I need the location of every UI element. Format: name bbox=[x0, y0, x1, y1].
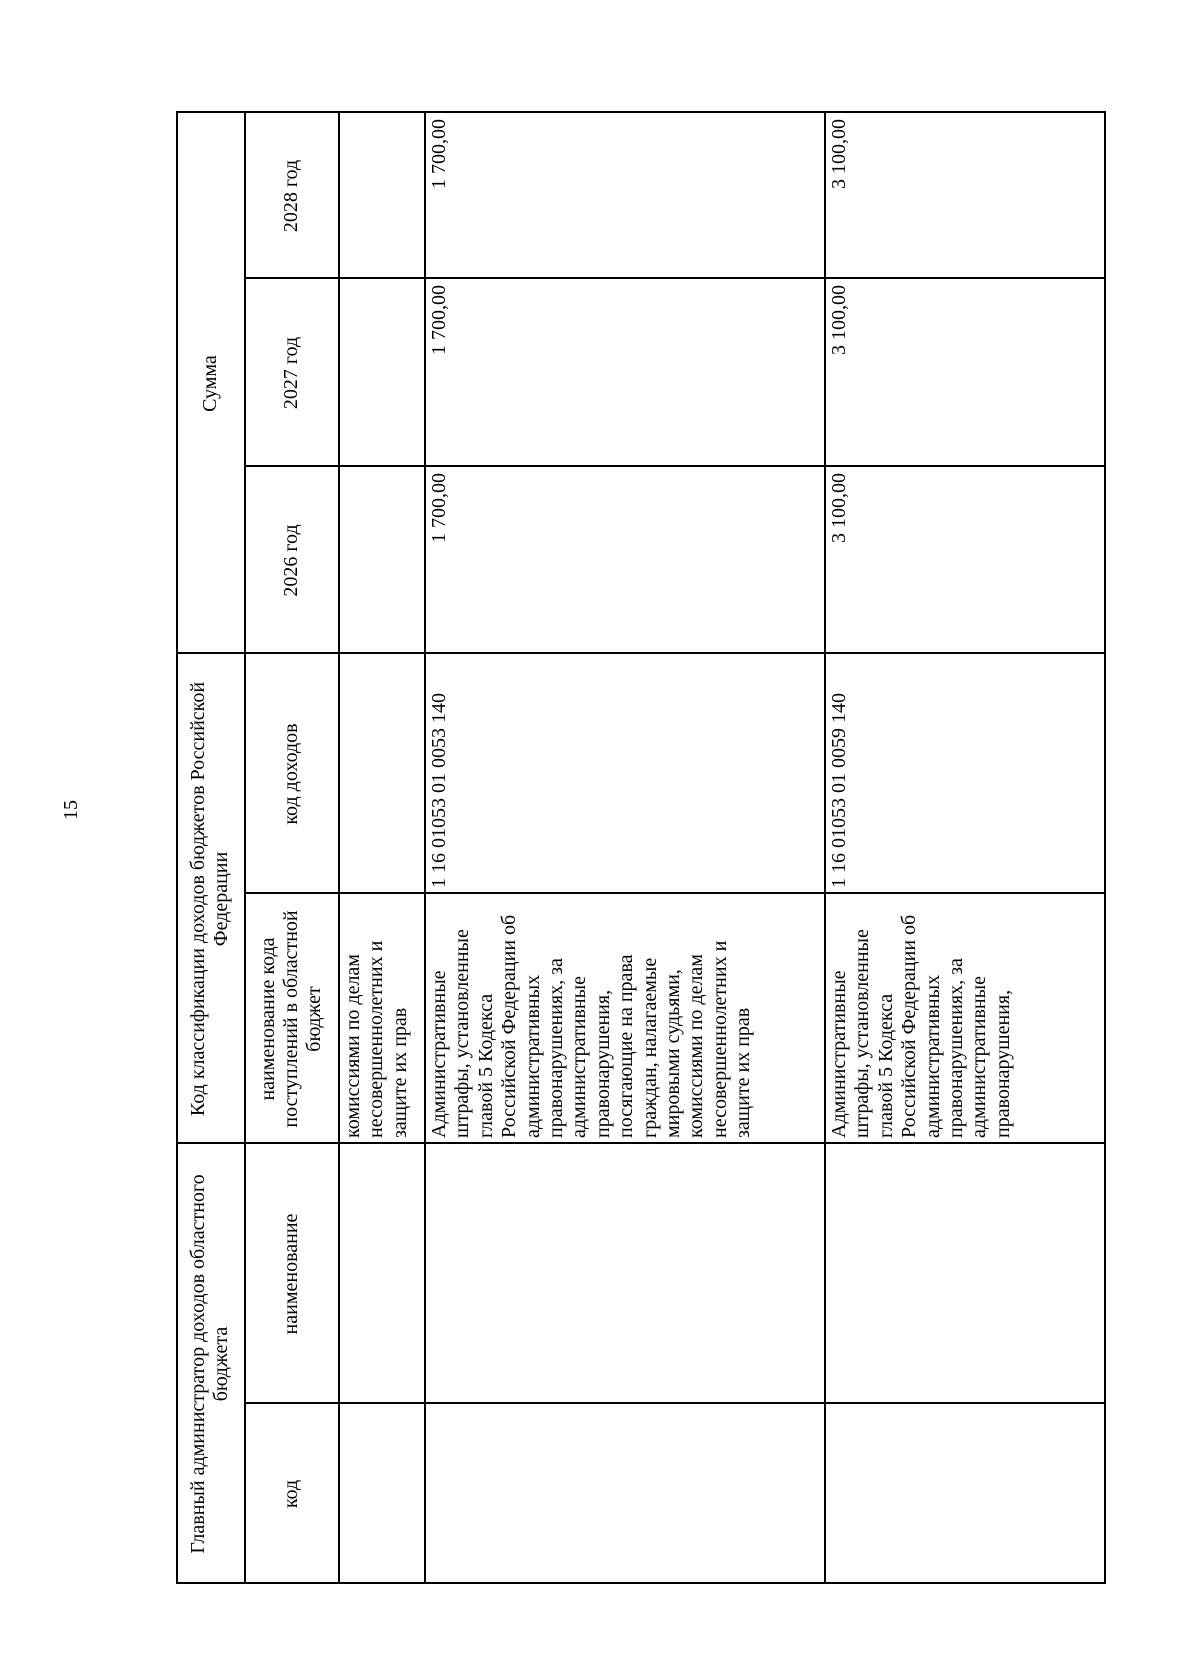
table-cell-sum-2028: 1 700,00 bbox=[428, 119, 450, 189]
header-admin-name: наименование bbox=[279, 1213, 302, 1335]
table-cell-sum-2028: 3 100,00 bbox=[828, 119, 850, 189]
column-divider bbox=[244, 1403, 1106, 1405]
table-cell-income-code: 1 16 01053 01 0053 140 bbox=[428, 693, 450, 888]
column-divider bbox=[244, 466, 1106, 468]
header-sum-group: Сумма bbox=[198, 355, 221, 412]
table-cell-sum-2026: 3 100,00 bbox=[828, 473, 850, 543]
table-cell-sum-2027: 1 700,00 bbox=[428, 285, 450, 355]
header-income-name: наименование кода поступлений в областной бюджет bbox=[256, 910, 325, 1128]
table-cell-income-code: 1 16 01053 01 0059 140 bbox=[828, 693, 850, 888]
page-number: 15 bbox=[60, 800, 82, 820]
header-admin-code: код bbox=[279, 1479, 302, 1509]
header-classification-group: Код классификации доходов бюджетов Российской Федерации bbox=[187, 681, 232, 1117]
header-year-2028: 2028 год bbox=[279, 159, 302, 233]
table-cell-sum-2026: 1 700,00 bbox=[428, 473, 450, 543]
table-cell-sum-2027: 3 100,00 bbox=[828, 285, 850, 355]
header-income-code: код доходов bbox=[279, 723, 302, 825]
header-admin-group: Главный администратор доходов областного бюджета bbox=[187, 1174, 232, 1554]
table-cell-income-name: Административные штрафы, установленные главой 5 Кодекса Российской Федерации об административных правонарушениях, за административные правонарушения, посягающие на права граждан, налагаемые мировыми судьями, комиссиями по делам несовершеннолетних и защите их прав bbox=[428, 914, 755, 1138]
header-year-2027: 2027 год bbox=[279, 336, 302, 410]
header-bottom-line bbox=[338, 111, 340, 1584]
table-cell-income-name: Административные штрафы, установленные главой 5 Кодекса Российской Федерации об административных правонарушениях, за административные правонарушения, bbox=[828, 914, 1014, 1138]
revenue-table bbox=[176, 111, 1106, 1584]
column-divider bbox=[244, 278, 1106, 280]
table-cell-income-name: комиссиями по делам несовершеннолетних и защите их прав bbox=[342, 940, 411, 1138]
table-border-bottom bbox=[1104, 111, 1106, 1584]
header-year-2026: 2026 год bbox=[279, 524, 302, 597]
